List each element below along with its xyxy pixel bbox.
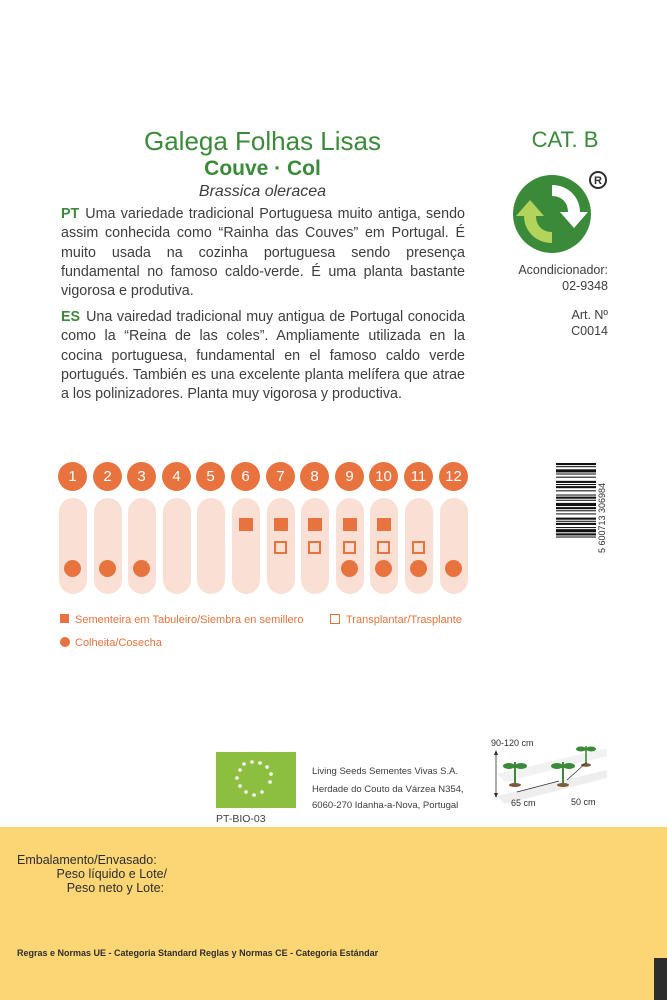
- month-column-1: [59, 498, 87, 594]
- lang-code-pt: PT: [61, 206, 80, 222]
- month-number: 11: [404, 462, 433, 491]
- legend-sowing: Sementeira em Tabuleiro/Siembra en semillero: [75, 614, 304, 626]
- month-number: 1: [58, 462, 87, 491]
- month-number: 9: [335, 462, 364, 491]
- legend-harvest-icon: [60, 637, 70, 647]
- harvest-marker: [341, 560, 358, 577]
- month-number: 2: [93, 462, 122, 491]
- month-number: 5: [196, 462, 225, 491]
- month-column-6: [232, 498, 260, 594]
- month-number: 10: [369, 462, 398, 491]
- description-pt: [61, 205, 465, 301]
- packaging-line-3: Peso neto y Lote:: [66, 881, 164, 895]
- latin-name: Brassica oleracea: [198, 183, 327, 200]
- sowing-marker: [343, 518, 357, 531]
- print-edge-mark: [654, 958, 667, 1000]
- month-number: 4: [162, 462, 191, 491]
- month-column-12: [440, 498, 468, 594]
- regulations-note: Regras e Normas UE - Categoria Standard Reglas y Normas CE - Categoria Estándar: [17, 948, 379, 958]
- packer-value: 02-9348: [562, 279, 608, 293]
- month-number: 3: [127, 462, 156, 491]
- month-column-3: [128, 498, 156, 594]
- company-name: Living Seeds Sementes Vivas S.A.: [312, 766, 459, 777]
- month-column-5: [197, 498, 225, 594]
- month-column-4: [163, 498, 191, 594]
- certification-code: PT-BIO-03: [216, 813, 266, 825]
- legend-transplant-icon: [330, 614, 340, 624]
- company-address-1: Herdade do Couto da Várzea N354,: [312, 784, 464, 795]
- description-pt-text: Uma variedade tradicional Portuguesa muito antiga, sendo assim conhecida como “Rainha das Couves” em Portugal. É muito usada na cozinha portuguesa sendo presença fundamental no famoso caldo-verde. É uma planta bastante vigorosa e produtiva.: [61, 206, 465, 300]
- spacing-row: 65 cm: [511, 798, 536, 808]
- transplant-marker: [412, 541, 425, 554]
- description-es: [61, 308, 465, 404]
- harvest-marker: [410, 560, 427, 577]
- legend-sowing-icon: [60, 614, 69, 623]
- month-number: 8: [300, 462, 329, 491]
- spacing-plant: 50 cm: [571, 797, 596, 807]
- barcode-digits: 5 600713 306984: [597, 482, 607, 554]
- sowing-marker: [274, 518, 288, 531]
- month-number: 7: [266, 462, 295, 491]
- legend-transplant: Transplantar/Trasplante: [346, 614, 462, 626]
- harvest-marker: [375, 560, 392, 577]
- packer-label: Acondicionador:: [518, 263, 608, 277]
- seed-category: CAT. B: [531, 127, 599, 152]
- harvest-marker: [64, 560, 81, 577]
- company-address-2: 6060-270 Idanha-a-Nova, Portugal: [312, 800, 459, 811]
- plant-spacing-diagram: [489, 734, 608, 810]
- harvest-marker: [99, 560, 116, 577]
- eu-organic-leaf-icon: [216, 752, 296, 808]
- svg-text:R: R: [594, 175, 602, 187]
- lang-code-es: ES: [61, 309, 81, 325]
- month-number: 6: [231, 462, 260, 491]
- description-es-text: Una vairedad tradicional muy antigua de Portugal conocida como la “Reina de las coles”. Ampliamente utilizada en la cocina portuguesa, fundamental en el famoso caldo verde portugués. También es una excelente planta melífera que atrae a los polinizadores. Planta muy vigorosa y productiva.: [61, 309, 465, 403]
- product-subtitle: Couve · Col: [204, 157, 321, 180]
- packaging-line-1: Embalamento/Envasado:: [17, 853, 157, 867]
- sowing-marker: [308, 518, 322, 531]
- green-dot-recycling-icon: [510, 168, 610, 258]
- transplant-marker: [377, 541, 390, 554]
- month-number: 12: [439, 462, 468, 491]
- sowing-marker: [377, 518, 391, 531]
- product-title: Galega Folhas Lisas: [143, 126, 382, 156]
- barcode: [556, 462, 608, 574]
- legend-harvest: Colheita/Cosecha: [75, 637, 162, 649]
- transplant-marker: [308, 541, 321, 554]
- sowing-marker: [239, 518, 253, 531]
- month-column-2: [94, 498, 122, 594]
- transplant-marker: [274, 541, 287, 554]
- harvest-marker: [445, 560, 462, 577]
- transplant-marker: [343, 541, 356, 554]
- harvest-marker: [133, 560, 150, 577]
- packaging-line-2: Peso líquido e Lote/: [56, 867, 167, 881]
- article-value: C0014: [571, 324, 608, 338]
- spacing-height: 90-120 cm: [491, 738, 534, 748]
- article-label: Art. Nº: [571, 308, 608, 322]
